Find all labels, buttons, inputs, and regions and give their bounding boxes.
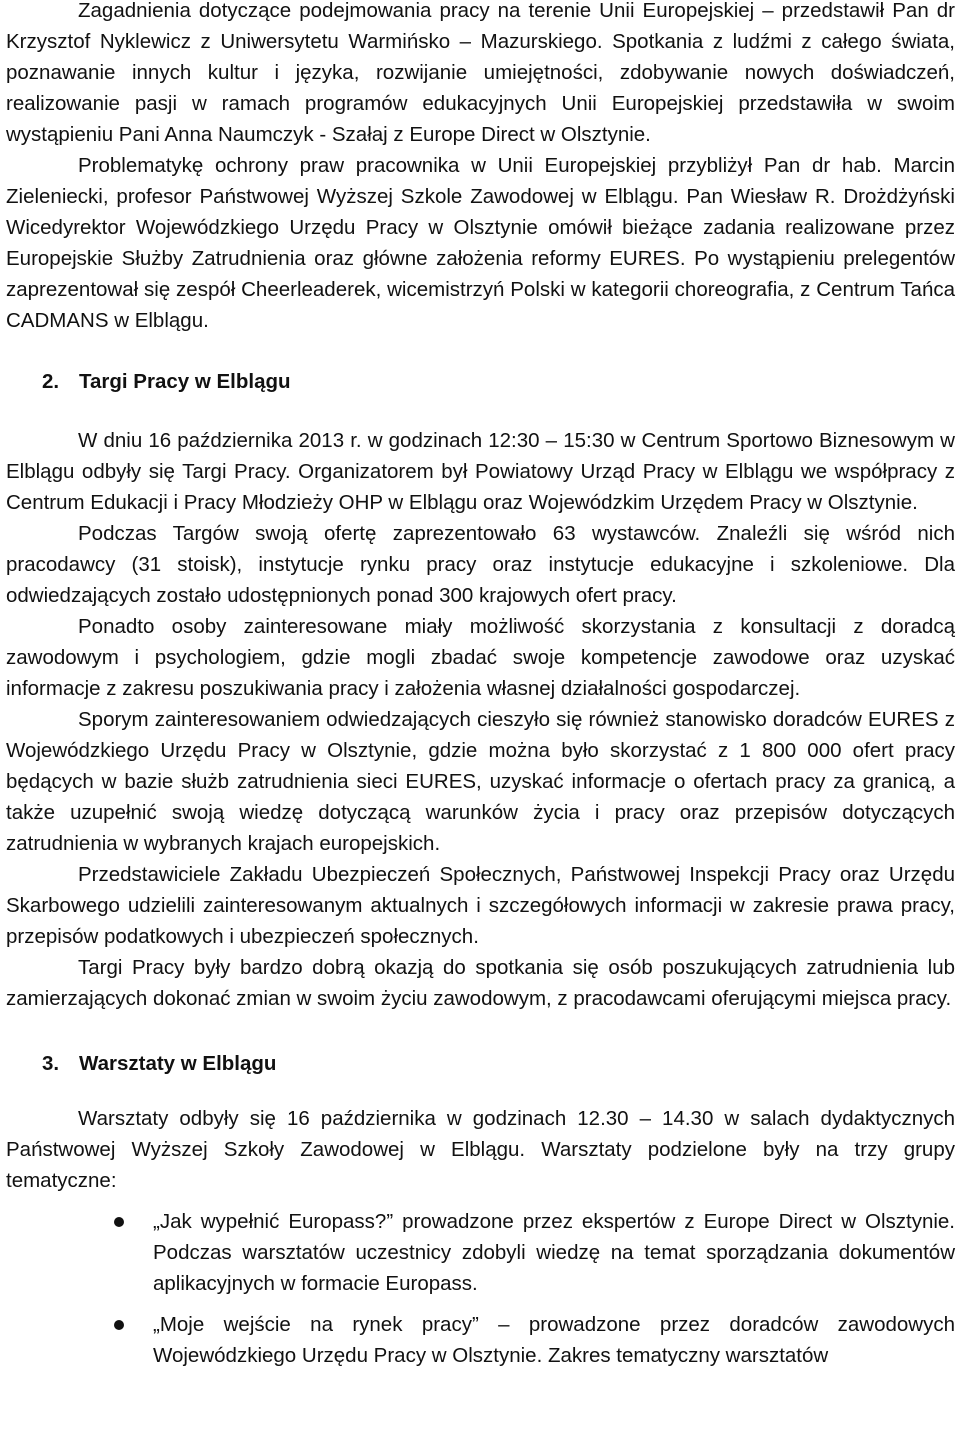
intro-paragraph-1-text: Zagadnienia dotyczące podejmowania pracy na terenie Unii Europejskiej – przedstawił Pan dr Krzysztof Nyklewicz z Uniwersytetu Warmińsko – Mazurskiego. Spotkania z ludźmi z całego świata, poznawanie innych kultur i języka, rozwijanie umiejętności, zdobywanie nowych doświadczeń, realizowanie pasji w ramach programów edukacyjnych Unii Europejskiej przedstawiła w swoim wystąpieniu Pani Anna Naumczyk - Szałaj z Europe Direct w Olsztynie. xyxy=(6,0,955,146)
section-3-title: Warsztaty w Elblągu xyxy=(79,1052,277,1075)
bullet-icon xyxy=(114,1320,124,1330)
section-2-title: Targi Pracy w Elblągu xyxy=(79,370,291,393)
section-2-paragraph-4: Sporym zainteresowaniem odwiedzających cieszyło się również stanowisko doradców EURES z Wojewódzkiego Urzędu Pracy w Olsztynie, gdzie można było skorzystać z 1 800 000 ofert pracy będących w bazie służb zatrudnienia sieci EURES, uzyskać informacje o ofertach pracy za granicą, a także uzupełnić swoją wiedzę dotyczącą warunków życia i pracy oraz przepisów dotyczących zatrudnienia w wybranych krajach europejskich. xyxy=(6,708,955,855)
list-item xyxy=(6,1206,955,1299)
list-item-text: „Jak wypełnić Europass?” prowadzone przez ekspertów z Europe Direct w Olsztynie. Podczas warsztatów uczestnicy zdobyli wiedzę na temat sporządzania dokumentów aplikacyjnych w formacie Europass. xyxy=(153,1210,955,1295)
document-page xyxy=(6,0,955,1381)
section-2-heading xyxy=(6,366,955,397)
list-item-text: „Moje wejście na rynek pracy” – prowadzone przez doradców zawodowych Wojewódzkiego Urzędu Pracy w Olsztynie. Zakres tematyczny warsztatów xyxy=(153,1313,955,1367)
section-3-heading xyxy=(6,1048,955,1079)
section-2-paragraph-3: Ponadto osoby zainteresowane miały możliwość skorzystania z konsultacji z doradcą zawodowym i psychologiem, gdzie mogli zbadać swoje kompetencje zawodowe oraz uzyskać informacje z zakresu poszukiwania pracy i założenia własnej działalności gospodarczej. xyxy=(6,615,955,700)
section-3-number: 3. xyxy=(42,1052,60,1075)
section-2-paragraph-6: Targi Pracy były bardzo dobrą okazją do spotkania się osób poszukujących zatrudnienia lub zamierzających dokonać zmian w swoim życiu zawodowym, z pracodawcami oferującymi miejsca pracy. xyxy=(6,956,955,1010)
section-2-number: 2. xyxy=(42,370,60,393)
bullet-icon xyxy=(114,1217,124,1227)
workshop-list xyxy=(6,1206,955,1371)
intro-paragraph-1 xyxy=(6,0,955,150)
section-2-paragraph-1: W dniu 16 października 2013 r. w godzinach 12:30 – 15:30 w Centrum Sportowo Biznesowym w Elblągu odbyły się Targi Pracy. Organizatorem był Powiatowy Urząd Pracy w Elblągu we współpracy z Centrum Edukacji i Pracy Młodzieży OHP w Elblągu oraz Wojewódzkim Urzędem Pracy w Olsztynie. xyxy=(6,429,955,514)
list-item xyxy=(6,1309,955,1371)
section-2-paragraph-5: Przedstawiciele Zakładu Ubezpieczeń Społecznych, Państwowej Inspekcji Pracy oraz Urzędu Skarbowego udzielili zainteresowanym aktualnych i szczegółowych informacji w zakresie prawa pracy, przepisów podatkowych i ubezpieczeń społecznych. xyxy=(6,863,955,948)
section-2-paragraph-2: Podczas Targów swoją ofertę zaprezentowało 63 wystawców. Znaleźli się wśród nich pracodawcy (31 stoisk), instytucje rynku pracy oraz instytucje edukacyjne i szkoleniowe. Dla odwiedzających zostało udostępnionych ponad 300 krajowych ofert pracy. xyxy=(6,522,955,607)
intro-paragraph-2: Problematykę ochrony praw pracownika w Unii Europejskiej przybliżył Pan dr hab. Marcin Zieleniecki, profesor Państwowej Wyższej Szkole Zawodowej w Elblągu. Pan Wiesław R. Drożdżyński Wicedyrektor Wojewódzkiego Urzędu Pracy w Olsztynie omówił bieżące zadania realizowane przez Europejskie Służby Zatrudnienia oraz główne założenia reformy EURES. Po wystąpieniu prelegentów zaprezentował się zespół Cheerleaderek, wicemistrzyń Polski w kategorii choreografia, z Centrum Tańca CADMANS w Elblągu. xyxy=(6,154,955,332)
section-3-paragraph-1: Warsztaty odbyły się 16 października w godzinach 12.30 – 14.30 w salach dydaktycznych Państwowej Wyższej Szkoły Zawodowej w Elblągu. Warsztaty podzielone były na trzy grupy tematyczne: xyxy=(6,1107,955,1192)
